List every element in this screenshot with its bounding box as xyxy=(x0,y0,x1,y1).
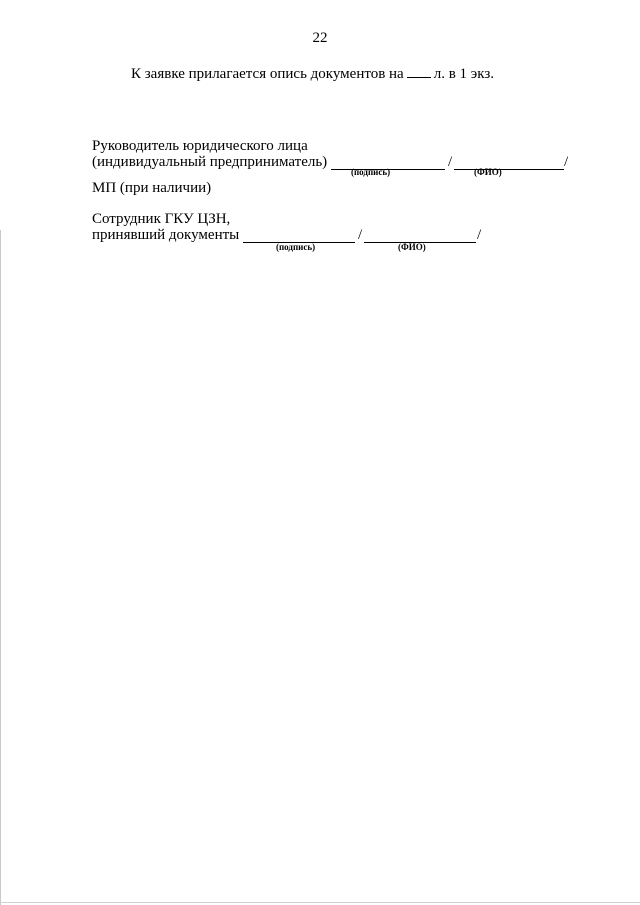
head-signature-caption: (подпись) xyxy=(351,167,391,177)
head-name-caption: (ФИО) xyxy=(474,167,502,177)
staff-name-blank xyxy=(364,228,476,243)
stamp-line: МП (при наличии) xyxy=(92,180,212,196)
head-slash-end: / xyxy=(564,154,569,170)
attachment-statement xyxy=(131,65,494,83)
staff-title-line1: Сотрудник ГКУ ЦЗН, xyxy=(92,211,231,227)
staff-signature-caption: (подпись) xyxy=(276,242,316,252)
scan-edge-left xyxy=(0,230,1,905)
head-title-line1: Руководитель юридического лица xyxy=(92,138,308,154)
staff-name-caption: (ФИО) xyxy=(398,242,426,252)
staff-title-line2: принявший документы xyxy=(92,227,240,243)
staff-signature-blank xyxy=(243,228,355,243)
head-name-blank xyxy=(454,155,564,170)
sheet-count-blank xyxy=(407,65,431,78)
scan-edge-bottom xyxy=(0,902,640,903)
staff-slash: / xyxy=(358,227,363,243)
page-number: 22 xyxy=(312,30,328,46)
attachment-prefix: К заявке прилагается опись документов на xyxy=(131,66,404,82)
head-title-line2: (индивидуальный предприниматель) xyxy=(92,154,328,170)
head-slash: / xyxy=(448,154,453,170)
staff-slash-end: / xyxy=(477,227,482,243)
attachment-suffix: л. в 1 экз. xyxy=(433,66,494,82)
